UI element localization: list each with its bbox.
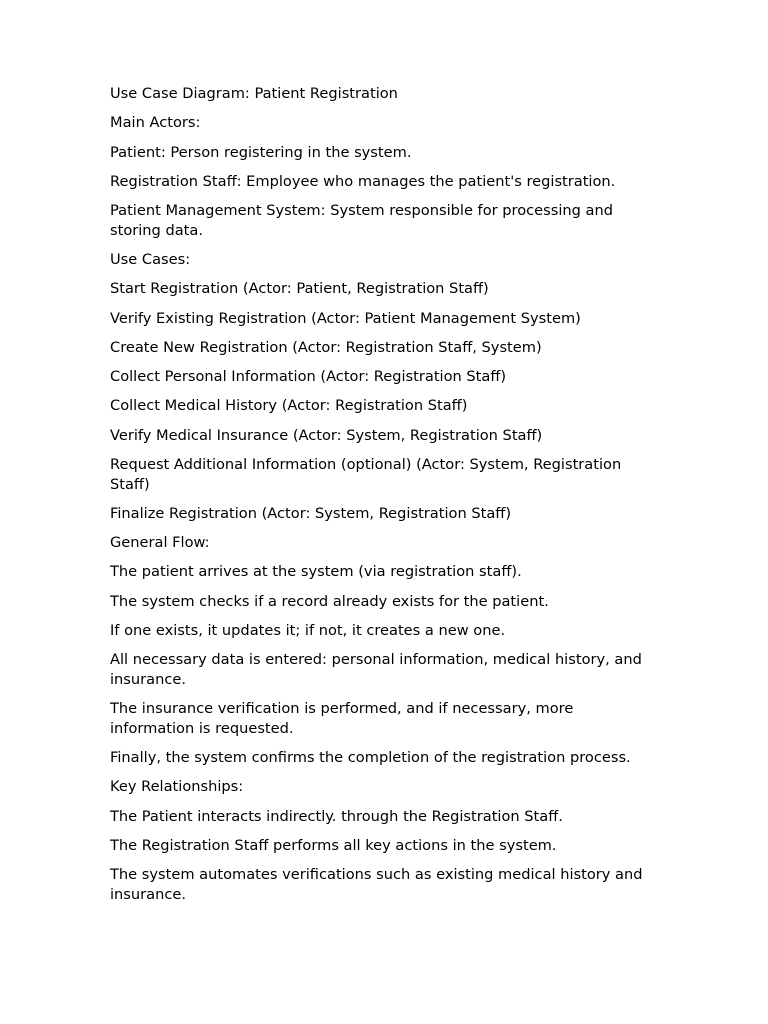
actor-patient-management-system: Patient Management System: System responsible for processing and storing data. — [110, 202, 614, 239]
use-case-item: Collect Personal Information (Actor: Registration Staff) — [110, 368, 507, 386]
flow-step: If one exists, it updates it; if not, it creates a new one. — [110, 622, 506, 640]
use-case-item: Create New Registration (Actor: Registration Staff, System) — [110, 338, 542, 356]
use-case-item: Start Registration (Actor: Patient, Registration Staff) — [110, 280, 489, 298]
use-case-item: Finalize Registration (Actor: System, Registration Staff) — [110, 504, 512, 522]
relationship-item: The Patient interacts indirectly. through the Registration Staff. — [110, 807, 563, 825]
flow-step: Finally, the system confirms the completion of the registration process. — [110, 748, 631, 766]
section-heading-general-flow: General Flow: — [110, 534, 210, 552]
flow-step: The insurance verification is performed, and if necessary, more information is requested. — [110, 700, 574, 737]
section-heading-key-relationships: Key Relationships: — [110, 778, 244, 796]
use-case-item: Verify Existing Registration (Actor: Patient Management System) — [110, 309, 581, 327]
relationship-item: The Registration Staff performs all key actions in the system. — [110, 836, 557, 854]
flow-step: The patient arrives at the system (via registration staff). — [110, 563, 522, 581]
flow-step: The system checks if a record already exists for the patient. — [110, 592, 549, 610]
use-case-item: Collect Medical History (Actor: Registration Staff) — [110, 397, 468, 415]
actor-patient: Patient: Person registering in the system. — [110, 143, 412, 161]
relationship-item: The system automates verifications such as existing medical history and insurance. — [110, 866, 643, 903]
section-heading-main-actors: Main Actors: — [110, 114, 201, 132]
use-case-item: Request Additional Information (optional) (Actor: System, Registration Staff) — [110, 456, 622, 493]
actor-registration-staff: Registration Staff: Employee who manages the patient's registration. — [110, 172, 616, 190]
flow-step: All necessary data is entered: personal information, medical history, and insurance. — [110, 651, 642, 688]
document-page — [110, 84, 660, 914]
document-title: Use Case Diagram: Patient Registration — [110, 85, 398, 102]
use-case-item: Verify Medical Insurance (Actor: System, Registration Staff) — [110, 426, 543, 444]
section-heading-use-cases: Use Cases: — [110, 250, 191, 268]
